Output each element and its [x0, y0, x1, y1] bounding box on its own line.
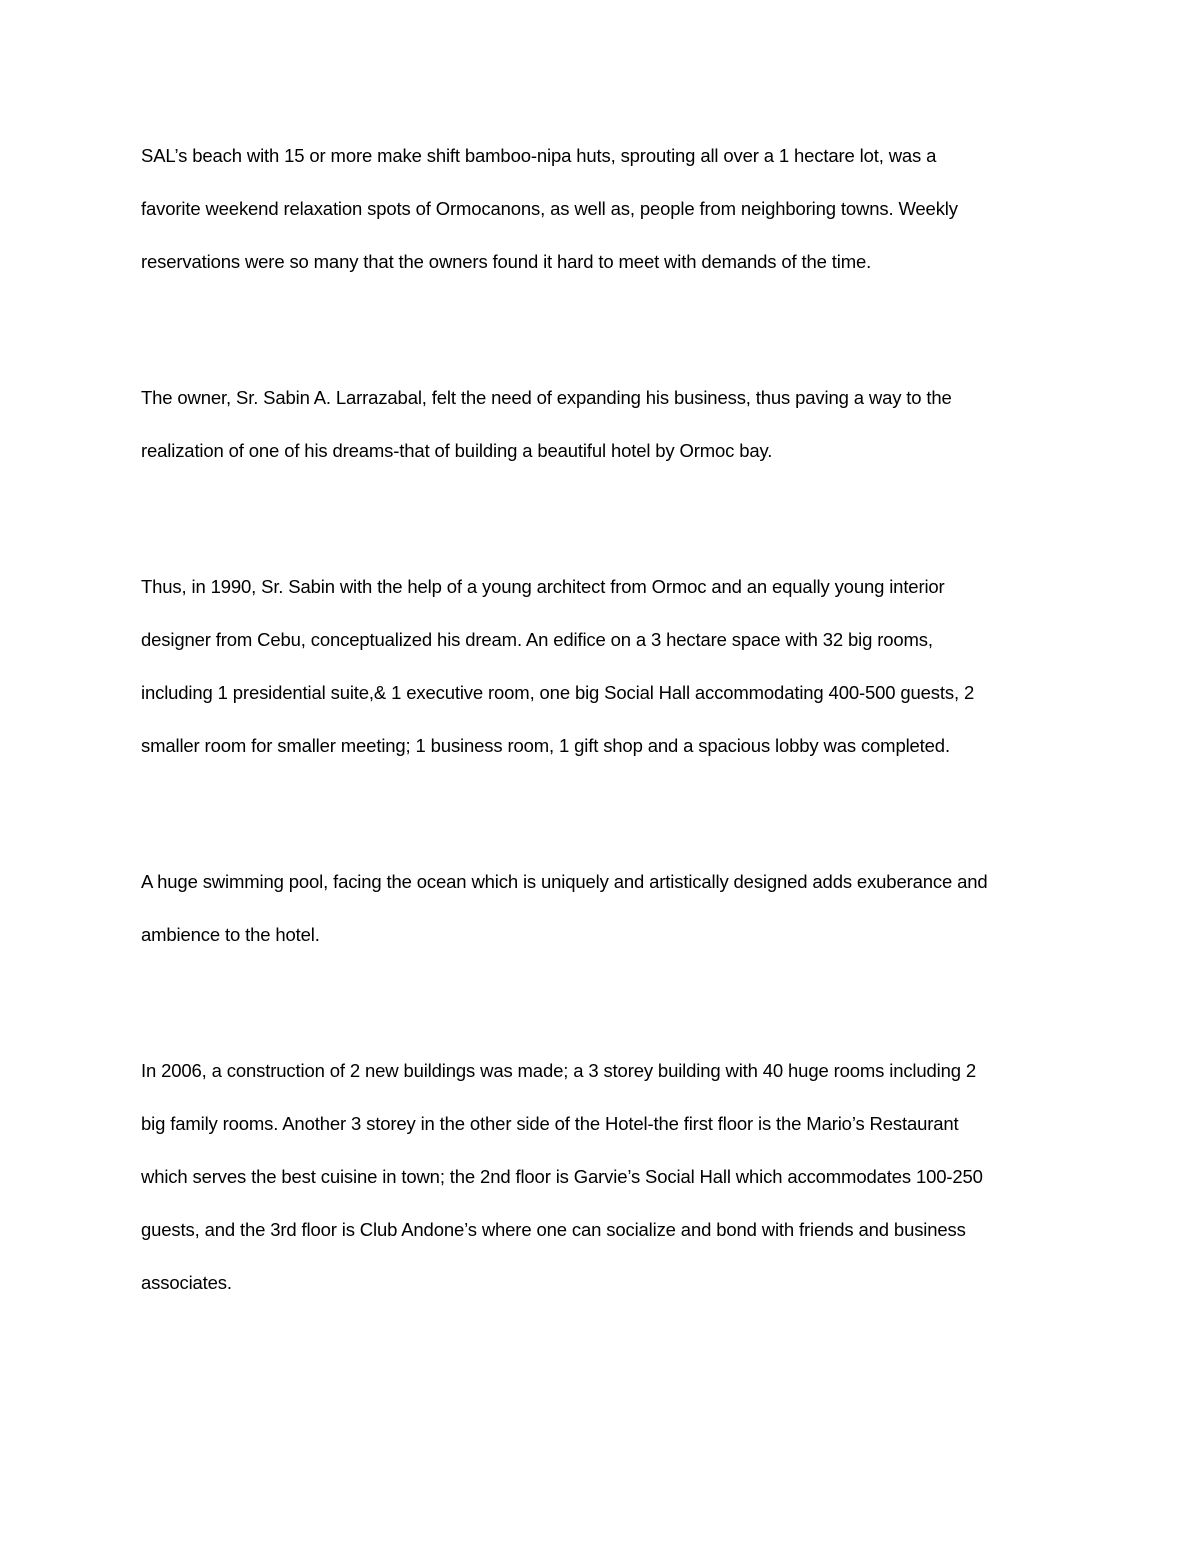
paragraph-line: ambience to the hotel.	[141, 924, 320, 945]
paragraph-line: Thus, in 1990, Sr. Sabin with the help of a young architect from Ormoc and an equally young interior	[141, 576, 945, 597]
paragraph-line: reservations were so many that the owners found it hard to meet with demands of the time.	[141, 251, 872, 272]
paragraph-line: realization of one of his dreams-that of building a beautiful hotel by Ormoc bay.	[141, 440, 773, 461]
paragraph-line: A huge swimming pool, facing the ocean which is uniquely and artistically designed adds exuberance and	[141, 871, 988, 892]
paragraph-line: designer from Cebu, conceptualized his dream. An edifice on a 3 hectare space with 32 big rooms,	[141, 629, 933, 650]
paragraph-line: In 2006, a construction of 2 new buildings was made; a 3 storey building with 40 huge rooms including 2	[141, 1060, 977, 1081]
paragraph-line: SAL’s beach with 15 or more make shift bamboo-nipa huts, sprouting all over a 1 hectare lot, was a	[141, 145, 937, 166]
paragraph-line: associates.	[141, 1272, 232, 1293]
paragraph-line: favorite weekend relaxation spots of Ormocanons, as well as, people from neighboring towns. Weekly	[141, 198, 958, 219]
paragraph-line: including 1 presidential suite,& 1 executive room, one big Social Hall accommodating 400-500 guests, 2	[141, 682, 975, 703]
paragraph-line: smaller room for smaller meeting; 1 business room, 1 gift shop and a spacious lobby was completed.	[141, 735, 950, 756]
paragraph-line: guests, and the 3rd floor is Club Andone’s where one can socialize and bond with friends and business	[141, 1219, 966, 1240]
paragraph-line: which serves the best cuisine in town; the 2nd floor is Garvie’s Social Hall which accommodates 100-250	[141, 1166, 983, 1187]
paragraph-line: big family rooms. Another 3 storey in the other side of the Hotel-the first floor is the Mario’s Restaurant	[141, 1113, 959, 1134]
paragraph-line: The owner, Sr. Sabin A. Larrazabal, felt the need of expanding his business, thus paving a way to the	[141, 387, 952, 408]
